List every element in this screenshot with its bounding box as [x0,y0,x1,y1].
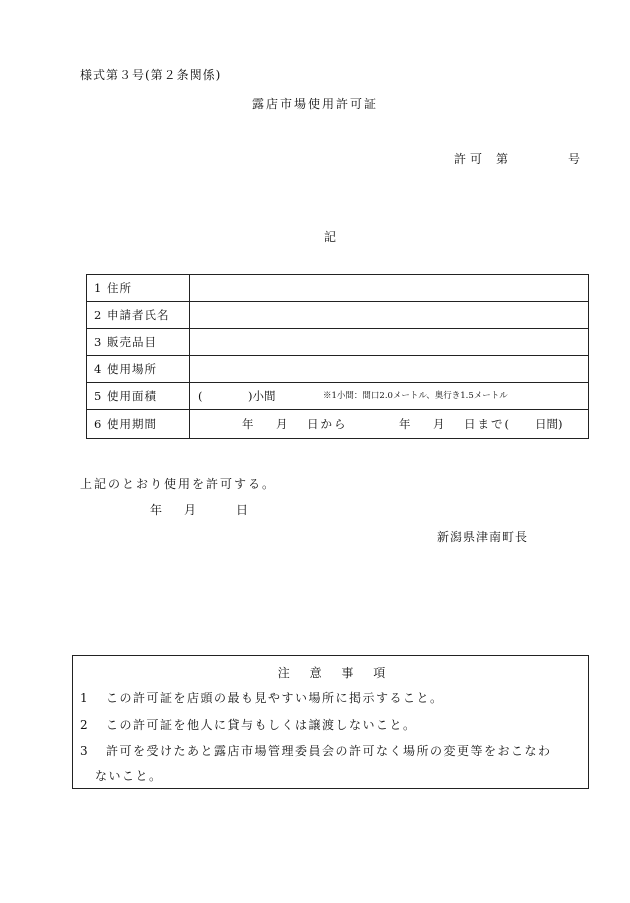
applicant-name-field[interactable] [190,302,589,329]
row-label-address: 1 住所 [87,275,190,302]
notice-item-number: 3 [80,744,88,758]
area-unit: )小間 [248,389,276,403]
row-label-items-sold: 3 販売品目 [87,329,190,356]
row-label-applicant-name: 2 申請者氏名 [87,302,190,329]
area-note: ※1小間：間口2.0メートル、奥行き1.5メートル [323,391,508,401]
document-title: 露店市場使用許可証 [251,97,378,111]
address-field[interactable] [190,275,589,302]
row-label-usage-area: 5 使用面積 [87,383,190,410]
area-open-paren: ( [198,389,203,403]
notice-item-number: 1 [80,691,88,705]
form-number: 様式第３号(第２条関係) [80,68,222,82]
usage-location-field[interactable] [190,356,589,383]
notice-item [80,742,552,759]
permit-go: 号 [568,152,581,166]
notice-item-text: 許可を受けたあと露店市場管理委員会の許可なく場所の変更等をおこなわ [106,744,552,758]
table-row [87,356,589,383]
table-row [87,329,589,356]
period-end-year: 年 [399,417,411,431]
notice-item [80,716,417,733]
permit-info-table [86,274,589,439]
date-month: 月 [184,503,197,517]
record-mark: 記 [323,230,336,244]
usage-area-field[interactable] [190,383,589,410]
approval-statement: 上記のとおり使用を許可する。 [80,477,277,491]
table-row [87,383,589,410]
period-days: 日間) [535,417,563,431]
row-label-usage-period: 6 使用期間 [87,410,190,439]
permit-label: 許可 [454,152,487,166]
notice-title-char: 項 [373,666,386,680]
notice-item [80,689,444,706]
notice-title-char: 注 [277,666,290,680]
table-row [87,302,589,329]
notice-title-char: 事 [341,666,354,680]
notice-item-number: 2 [80,718,88,732]
period-end-day: 日まで( [464,417,511,431]
permit-dai: 第 [496,152,509,166]
period-start-month: 月 [276,417,288,431]
period-start-day: 日から [307,417,348,431]
table-row [87,275,589,302]
items-sold-field[interactable] [190,329,589,356]
notice-item-text: この許可証を店頭の最も見やすい場所に掲示すること。 [106,691,444,705]
notice-title-char: 意 [309,666,322,680]
notice-title [73,664,590,681]
notice-item-continuation: ないこと。 [95,769,163,783]
usage-period-field[interactable] [190,410,589,439]
notice-box [72,655,589,789]
row-label-usage-location: 4 使用場所 [87,356,190,383]
notice-item-text: この許可証を他人に貸与もしくは譲渡しないこと。 [106,718,417,732]
date-day: 日 [236,503,249,517]
period-end-month: 月 [433,417,445,431]
date-year: 年 [150,503,163,517]
table-row [87,410,589,439]
period-start-year: 年 [242,417,254,431]
issuer-name: 新潟県津南町長 [437,530,529,544]
